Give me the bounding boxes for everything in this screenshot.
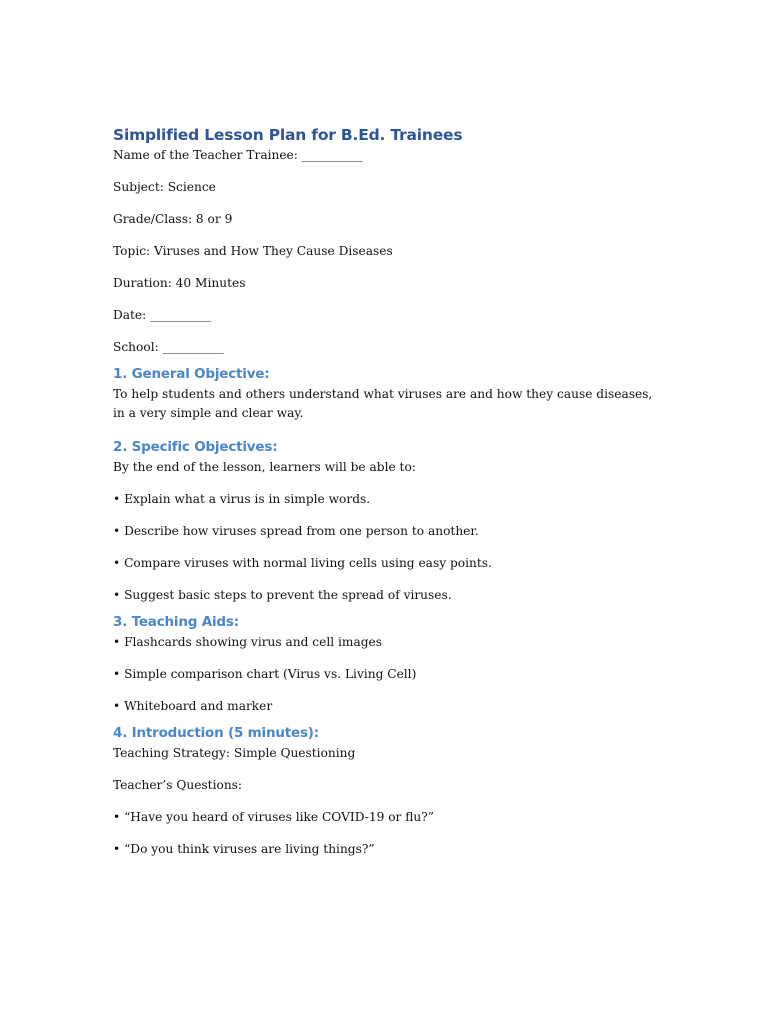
list-item: • Explain what a virus is in simple words. [113,492,371,506]
field-date: Date: __________ [113,308,212,322]
document-content [113,124,658,872]
specific-objectives-intro: By the end of the lesson, learners will be able to: [113,460,416,474]
field-topic: Topic: Viruses and How They Cause Diseases [113,244,393,258]
list-item: • Suggest basic steps to prevent the spread of viruses. [113,588,452,602]
document-title: Simplified Lesson Plan for B.Ed. Trainees [113,126,463,144]
teaching-strategy: Teaching Strategy: Simple Questioning [113,746,356,760]
list-item: • “Do you think viruses are living things?” [113,842,375,856]
teacher-questions-label: Teacher’s Questions: [113,778,243,792]
list-item: • Whiteboard and marker [113,699,273,713]
field-school: School: __________ [113,340,224,354]
heading-introduction: 4. Introduction (5 minutes): [113,725,319,741]
list-item: • Simple comparison chart (Virus vs. Living Cell) [113,667,417,681]
general-objective-text: To help students and others understand what viruses are and how they cause diseases, in a very simple and clear way. [113,387,653,420]
list-item: • Flashcards showing virus and cell images [113,635,383,649]
heading-specific-objectives: 2. Specific Objectives: [113,439,278,455]
heading-general-objective: 1. General Objective: [113,366,270,382]
list-item: • Describe how viruses spread from one person to another. [113,524,479,538]
field-teacher-name: Name of the Teacher Trainee: __________ [113,148,363,162]
list-item: • Compare viruses with normal living cells using easy points. [113,556,492,570]
field-grade: Grade/Class: 8 or 9 [113,212,233,226]
field-duration: Duration: 40 Minutes [113,276,246,290]
list-item: • “Have you heard of viruses like COVID-19 or flu?” [113,810,434,824]
field-subject: Subject: Science [113,180,216,194]
heading-teaching-aids: 3. Teaching Aids: [113,614,239,630]
